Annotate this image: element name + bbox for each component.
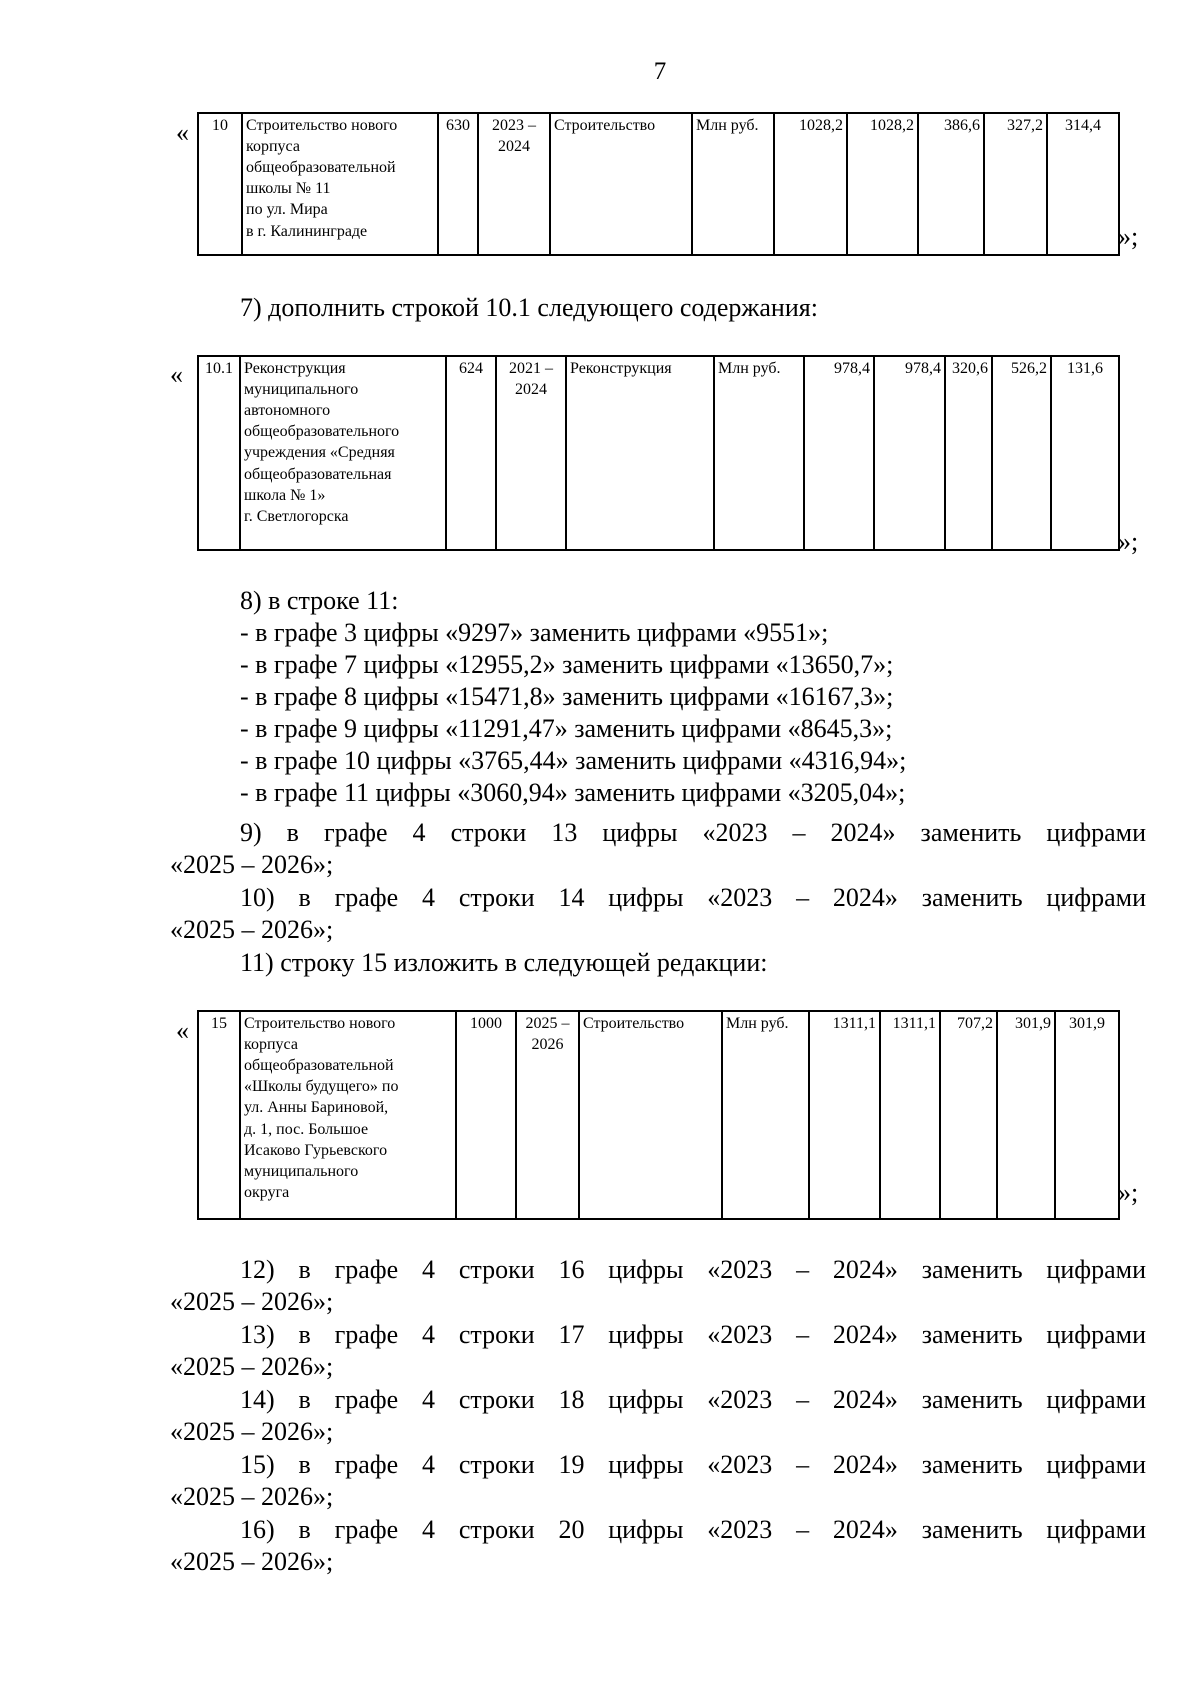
paragraph-14-cont: «2025 – 2026»;	[170, 1417, 334, 1446]
cell-year2: 327,2	[984, 113, 1047, 255]
paragraph-15-cont: «2025 – 2026»;	[170, 1482, 334, 1511]
table-row-15	[197, 1010, 1120, 1220]
list-item: - в графе 10 цифры «3765,44» заменить цифрами «4316,94»;	[240, 746, 907, 775]
cell-num: 15	[198, 1011, 240, 1219]
paragraph-16-cont: «2025 – 2026»;	[170, 1547, 334, 1576]
quote-close: »;	[1118, 222, 1139, 251]
cell-year2: 301,9	[997, 1011, 1055, 1219]
paragraph-10: 10) в графе 4 строки 14 цифры «2023 – 2024» заменить цифрами	[240, 883, 1146, 912]
cell-type: Реконструкция	[566, 356, 714, 550]
list-item: - в графе 9 цифры «11291,47» заменить цифрами «8645,3»;	[240, 714, 893, 743]
quote-close: »;	[1118, 1178, 1139, 1207]
cell-unit: Млн руб.	[722, 1011, 809, 1219]
cell-name: Строительство нового корпуса общеобразовательной «Школы будущего» по ул. Анны Бариновой, д. 1, пос. Большое Исаково Гурьевского муниципального округа	[240, 1011, 456, 1219]
quote-open: «	[176, 118, 189, 147]
list-item: - в графе 3 цифры «9297» заменить цифрами «9551»;	[240, 618, 829, 647]
paragraph-7: 7) дополнить строкой 10.1 следующего содержания:	[240, 293, 818, 322]
cell-year3: 131,6	[1051, 356, 1119, 550]
cell-total: 1028,2	[774, 113, 847, 255]
paragraph-9: 9) в графе 4 строки 13 цифры «2023 – 2024» заменить цифрами	[240, 818, 1146, 847]
table-row-10-1	[197, 355, 1120, 551]
cell-sum: 1311,1	[880, 1011, 940, 1219]
cell-year1: 386,6	[918, 113, 984, 255]
paragraph-12-cont: «2025 – 2026»;	[170, 1287, 334, 1316]
cell-year1: 707,2	[940, 1011, 997, 1219]
paragraph-11: 11) строку 15 изложить в следующей редакции:	[240, 948, 768, 977]
cell-year2: 526,2	[992, 356, 1051, 550]
cell-capacity: 624	[446, 356, 496, 550]
cell-unit: Млн руб.	[692, 113, 774, 255]
paragraph-13: 13) в графе 4 строки 17 цифры «2023 – 2024» заменить цифрами	[240, 1320, 1146, 1349]
cell-num: 10	[198, 113, 242, 255]
cell-period: 2021 – 2024	[496, 356, 566, 550]
cell-total: 1311,1	[809, 1011, 880, 1219]
cell-type: Строительство	[550, 113, 692, 255]
paragraph-15: 15) в графе 4 строки 19 цифры «2023 – 2024» заменить цифрами	[240, 1450, 1146, 1479]
cell-year3: 314,4	[1047, 113, 1119, 255]
cell-capacity: 630	[438, 113, 478, 255]
paragraph-9-cont: «2025 – 2026»;	[170, 850, 334, 879]
paragraph-10-cont: «2025 – 2026»;	[170, 915, 334, 944]
table-row-10	[197, 112, 1120, 256]
cell-year1: 320,6	[945, 356, 992, 550]
cell-total: 978,4	[804, 356, 874, 550]
paragraph-14: 14) в графе 4 строки 18 цифры «2023 – 2024» заменить цифрами	[240, 1385, 1146, 1414]
cell-sum: 978,4	[874, 356, 945, 550]
cell-period: 2023 – 2024	[478, 113, 550, 255]
list-item: - в графе 7 цифры «12955,2» заменить цифрами «13650,7»;	[240, 650, 894, 679]
cell-capacity: 1000	[456, 1011, 516, 1219]
paragraph-8: 8) в строке 11: - в графе 3 цифры «9297» заменить цифрами «9551»; - в графе 7 цифры «12955,2» заменить цифрами «13650,7»; - в графе 8 цифры «15471,8» заменить цифрами «16167,3»; - в графе 9 цифры «11291,47» заменить цифрами «8645,3»; - в графе 10 цифры «3765,44» заменить цифрами «4316,94»; - в графе 11 цифры «3060,94» заменить цифрами «3205,04»;	[170, 585, 1146, 809]
cell-unit: Млн руб.	[714, 356, 804, 550]
list-item: - в графе 8 цифры «15471,8» заменить цифрами «16167,3»;	[240, 682, 894, 711]
quote-open: «	[170, 360, 183, 389]
cell-type: Строительство	[579, 1011, 722, 1219]
quote-close: »;	[1118, 527, 1139, 556]
page-number: 7	[653, 58, 667, 85]
list-item: - в графе 11 цифры «3060,94» заменить цифрами «3205,04»;	[240, 778, 906, 807]
paragraph-16: 16) в графе 4 строки 20 цифры «2023 – 2024» заменить цифрами	[240, 1515, 1146, 1544]
cell-name: Реконструкция муниципального автономного общеобразовательного учреждения «Средняя общеобразовательная школа № 1» г. Светлогорска	[240, 356, 446, 550]
cell-name: Строительство нового корпуса общеобразовательной школы № 11 по ул. Мира в г. Калининграде	[242, 113, 438, 255]
cell-period: 2025 – 2026	[516, 1011, 579, 1219]
cell-sum: 1028,2	[847, 113, 918, 255]
cell-num: 10.1	[198, 356, 240, 550]
paragraph-13-cont: «2025 – 2026»;	[170, 1352, 334, 1381]
cell-year3: 301,9	[1055, 1011, 1119, 1219]
quote-open: «	[176, 1016, 189, 1045]
paragraph-12: 12) в графе 4 строки 16 цифры «2023 – 2024» заменить цифрами	[240, 1255, 1146, 1284]
